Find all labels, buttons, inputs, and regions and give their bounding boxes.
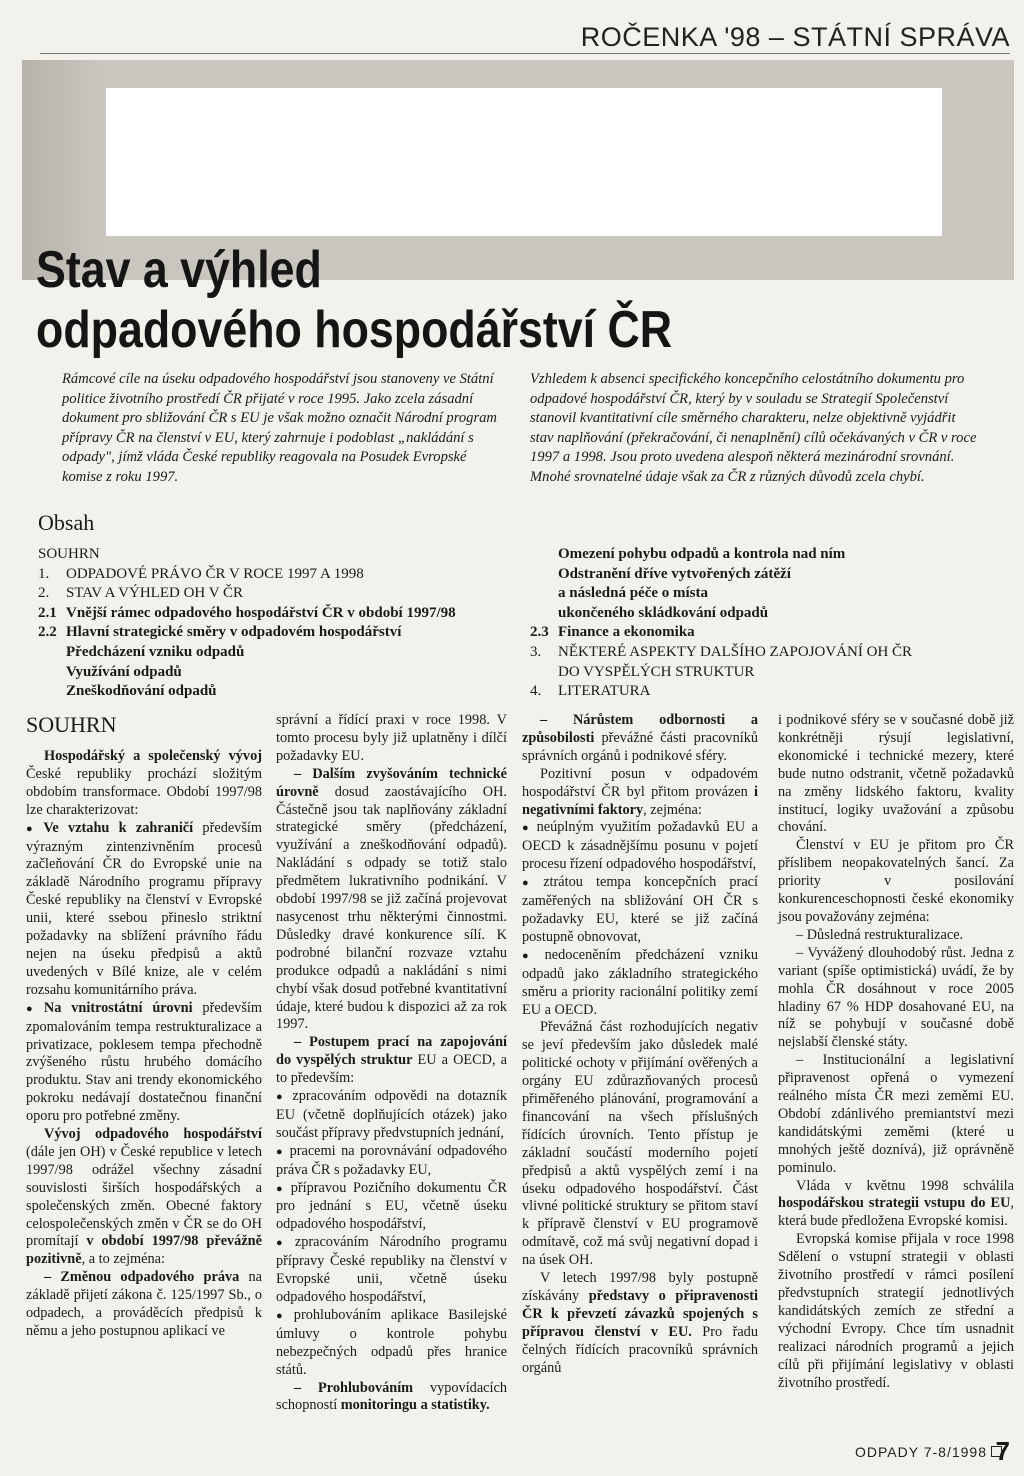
bullet-item: ● zpracováním odpovědi na dotazník EU (včetně doplňujících otázek) jako součást přípravy předvstupních jednání, <box>276 1088 507 1143</box>
running-head: ROČENKA '98 – STÁTNÍ SPRÁVA <box>580 22 1010 52</box>
toc-item: Odstranění dříve vytvořených zátěží <box>558 565 791 582</box>
toc-item: 2. STAV A VÝHLED OH V ČR <box>38 585 244 602</box>
bullet-item: ● pracemi na porovnávání odpadového práva ČR s požadavky EU, <box>276 1143 507 1180</box>
bullet-item: ● prohlubováním aplikace Basilejské úmluvy o kontrole pohybu nebezpečných odpadů přes hranice států. <box>276 1307 507 1380</box>
bullet-item: ● zpracováním Národního programu přípravy České republiky na členství v Evropské unii, včetně úseku odpadového hospodářství, <box>276 1234 507 1307</box>
journal-issue: ODPADY 7-8/1998 <box>855 1444 987 1460</box>
bullet-paragraph: ● Na vnitrostátní úrovni především zpomalováním tempa restrukturalizace a privatizace, poklesem tempa přechodně zvýšeného růstu hrubého domácího produktu. Stav ani trendy ekonomického pokroku nedávají dostatečnou finanční oporu pro potřebné změny. <box>26 1000 262 1126</box>
paragraph: – Dalším zvyšováním technické úrovně dosud zaostávajícího OH. Částečně jsou tak naplňovány základní strategické směry (předcházení, využívání a zneškodňování odpadů). Nakládání s odpady se totiž stalo předmětem lukrativního podnikání. V období 1997/98 se již začíná projevovat nasycenost trhu některými činnostmi. Důsledky dravé konkurence sílí. K podrobné bilanční rozvaze vztahu produkce odpadů a nakládání s nimi chybí však dosud potřebné kvantitativní údaje, které budou k dispozici až za rok 1997. <box>276 765 507 1033</box>
toc-item: 3. NĚKTERÉ ASPEKTY DALŠÍHO ZAPOJOVÁNÍ OH ČR <box>530 643 913 660</box>
banner-redacted-area <box>106 88 942 236</box>
paragraph: Převážná část rozhodujících negativ se jeví především jako důsledek malé politické ochoty v přijímání ověřených a orgány EU zdůrazňovaných procesů přiměřeného plánování, programování a financování na všech příslušných řídících úrovních. Tento přístup je základní součástí moderního pojetí předpisů a aktů vyspělých zemí i na úseku odpadového hospodářství. Část vlivné politické struktury se přitom staví k přípravě členství v EU programově odmítavě, což má svůj negativní dopad i na úsek OH. <box>522 1019 758 1269</box>
bullet-paragraph: ● Ve vztahu k zahraničí především výrazným zintenzivněním procesů začleňování ČR do Evropské unie na základě Národního programu přípravy České republiky na členství v Evropské unii, které ssebou přineslo striktní požadavky na sblížení právního řádu nejen na úseku předpisů a aktů uvedených v Bílé knize, ale v celém rozsahu komunitárního práva. <box>26 820 262 1000</box>
paragraph: – Postupem prací na zapojování do vyspělých struktur EU a OECD, a to především: <box>276 1034 507 1087</box>
page-number: 7 <box>995 1436 1010 1466</box>
paragraph: V letech 1997/98 byly postupně získávány představy o připravenosti ČR k převzetí závazků spojených s přípravou členství v EU. Pro řadu čelných řídících pracovníků správních orgánů <box>522 1270 758 1376</box>
toc-item: ukončeného skládkování odpadů <box>558 604 769 621</box>
paragraph: Pozitivní posun v odpadovém hospodářství ČR byl přitom provázen i negativními faktory, zejména: <box>522 765 758 818</box>
section-heading: SOUHRN <box>26 712 117 737</box>
bullet-item: ● přípravou Pozičního dokumentu ČR pro jednání s EU, včetně úseku odpadového hospodářství, <box>276 1180 507 1235</box>
paragraph: Vláda v květnu 1998 schválila hospodářskou strategii vstupu do EU, která bude předložena Evropské komisi. <box>778 1177 1014 1230</box>
lead-paragraph-left: Rámcové cíle na úseku odpadového hospodářství jsou stanoveny ve Státní politice životního prostředí ČR přijaté v roce 1995. Jako zcela zásadní dokument pro sbližování ČR s EU je však možno označit Národní program přípravy ČR na členství v EU, který zahrnuje i podoblast „nakládání s odpady", jímž vláda České republiky reagovala na Posudek Evropské komise z roku 1997. <box>62 371 497 485</box>
paragraph: – Nárůstem odbornosti a způsobilosti převážné části pracovníků správních orgánů i podnikové sféry. <box>522 712 758 764</box>
toc-item: Zneškodňování odpadů <box>66 683 217 700</box>
toc-right-column <box>530 545 1000 702</box>
paragraph: Hospodářský a společenský vývoj České republiky prochází složitým obdobím transformace. Období 1997/98 lze charakterizovat: <box>26 748 262 818</box>
lead-paragraph-right: Vzhledem k absenci specifického koncepčního celostátního dokumentu pro odpadové hospodářství ČR, který by v souladu se Strategií Společenství stanovil kvantitativní cíle směrného charakteru, nelze objektivně vyjádřit stav naplňování (překračování, či nenaplnění) cílů očekávaných v ČR v roce 1997 a 1998. Jsou proto uvedena alespoň některá mezinárodní srovnání. Mnohé srovnatelné údaje však za ČR z různých důvodů zcela chybí. <box>530 371 977 485</box>
article-body <box>26 712 1014 1432</box>
article-title <box>36 240 672 360</box>
title-line-1: Stav a výhled <box>36 241 322 299</box>
dash-item: – Institucionální a legislativní připravenost opřená o vymezení reálného místa ČR mezi zeměmi EU. Období zdánlivého premiantství mezi kandidátskými zeměmi (které u mnohých ještě doznívá), již oprávněně pominulo. <box>778 1052 1014 1176</box>
toc-item: SOUHRN <box>38 546 100 562</box>
body-column-4 <box>778 712 1014 1392</box>
paragraph: správní a řídící praxi v roce 1998. V tomto procesu byly již uplatněny i dílčí požadavky EU. <box>276 712 507 764</box>
toc-item: Využívání odpadů <box>66 663 182 680</box>
paragraph: i podnikové sféry se v současné době již konkrétněji rýsují legislativní, ekonomické i technické mezery, které bude nutno odstranit, včetně požadavků na změny lidského faktoru, kvality institucí, logiky uvažování a způsobu chování. <box>778 712 1014 836</box>
paragraph: Vývoj odpadového hospodářství (dále jen OH) v České republice v letech 1997/98 odrážel všechny zásadní souvislosti širších hospodářských a společenských změn. Obecné faktory celospolečenských změn v ČR se do OH promítají v období 1997/98 převážně pozitivně, a to zejména: <box>26 1126 262 1268</box>
title-line-2: odpadového hospodářství ČR <box>36 301 673 359</box>
header-rule <box>40 53 1010 54</box>
bullet-item: ● neúplným využitím požadavků EU a OECD k zásadnějšímu posunu v pojetí procesu řízení odpadového hospodářství, <box>522 819 758 874</box>
toc-item: 2.3 Finance a ekonomika <box>530 624 695 641</box>
toc-item: Omezení pohybu odpadů a kontrola nad ním <box>558 546 846 562</box>
dash-item: – Vyvážený dlouhodobý růst. Jedna z variant (spíše optimistická) uvádí, že by mohla ČR dosáhnout v roce 2005 hladiny 67 % HDP dosahované EU, na níž se pohybují v současné době nejslabší členské státy. <box>778 944 1014 1051</box>
toc-item: a následná péče o místa <box>558 585 708 602</box>
body-column-3 <box>522 712 758 1378</box>
journal-footer <box>855 1444 1008 1460</box>
toc-item: 2.1 Vnější rámec odpadového hospodářství ČR v období 1997/98 <box>38 604 456 621</box>
toc-heading: Obsah <box>38 510 95 535</box>
toc-item: DO VYSPĚLÝCH STRUKTUR <box>558 663 755 680</box>
paragraph: – Prohlubováním vypovídacích schopností monitoringu a statistiky. <box>276 1379 507 1414</box>
toc-item: 4. LITERATURA <box>530 683 651 700</box>
bullet-item: ● ztrátou tempa koncepčních prací zaměřených na sbližování OH ČR s požadavky EU, které se již začíná postupně obnovovat, <box>522 874 758 947</box>
paragraph: – Změnou odpadového práva na základě přijetí zákona č. 125/1997 Sb., o odpadech, a prováděcích předpisů k němu a jeho postupnou aplikací ve <box>26 1269 262 1339</box>
body-column-2 <box>276 712 507 1415</box>
paragraph: Evropská komise přijala v roce 1998 Sdělení o vstupní strategii v oblasti životního prostředí v rámci posílení předvstupních strategií jednotlivých kandidátských zemích ze střední a východní Evropy. Chce tím usnadnit realizaci národních programů a jejich cílů při přijímání legislativy v oblasti životního prostředí. <box>778 1231 1014 1391</box>
paragraph: Členství v EU je přitom pro ČR příslibem neopakovatelných šancí. Za priority v posilování konkurenceschopnosti české ekonomiky jsou považovány zejména: <box>778 837 1014 925</box>
toc-item: 1. ODPADOVÉ PRÁVO ČR V ROCE 1997 A 1998 <box>38 565 364 582</box>
toc-left-column <box>38 545 518 702</box>
body-column-1 <box>26 712 262 1341</box>
toc-item: Předcházení vzniku odpadů <box>66 643 245 660</box>
toc-item: 2.2 Hlavní strategické směry v odpadovém hospodářství <box>38 624 402 641</box>
dash-item: – Důsledná restrukturalizace. <box>796 926 964 943</box>
bullet-item: ● nedoceněním předcházení vzniku odpadů jako základního strategického směru a priority racionální politiky zemí EU a OECD. <box>522 947 758 1020</box>
